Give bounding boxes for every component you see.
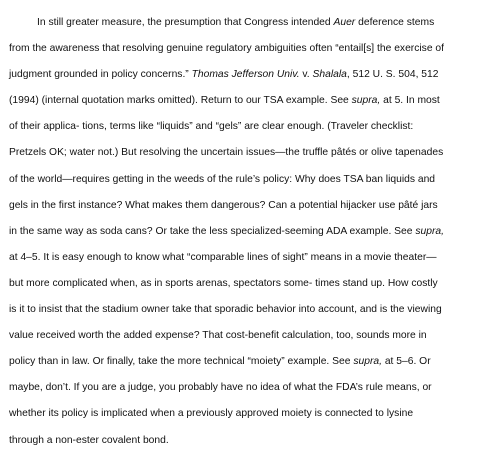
text-run: Pretzels OK; water not.) But resolving the uncertain issues—the truffle pâtés or olive tapenades bbox=[9, 147, 444, 159]
text-run: at 5–6. Or bbox=[381, 356, 431, 368]
text-line bbox=[9, 349, 469, 375]
text-run: v. bbox=[299, 69, 313, 81]
text-run: through a non-ester covalent bond. bbox=[9, 434, 169, 446]
text-run: of the world—requires getting in the weeds of the rule’s policy: Why does TSA ban liquids and bbox=[9, 173, 436, 185]
text-run: from the awareness that resolving genuine regulatory ambiguities often “entail[s] the exercise of bbox=[9, 43, 444, 55]
text-line bbox=[9, 219, 469, 245]
text-run: value received worth the added expense? That cost-benefit calculation, too, sounds more in bbox=[9, 330, 427, 342]
text-run: but more complicated when, as in sports arenas, spectators some- times stand up. How costly bbox=[9, 277, 438, 289]
text-line bbox=[9, 88, 469, 114]
text-run: is it to insist that the stadium owner take that sporadic behavior into account, and is the viewing bbox=[9, 304, 442, 316]
italic-text-run: Shalala bbox=[312, 69, 347, 81]
text-line bbox=[9, 193, 469, 219]
text-line bbox=[9, 62, 469, 88]
text-run: gels in the first instance? What makes them dangerous? Can a potential hijacker use pâté jars bbox=[9, 199, 438, 211]
text-run: of their applica- tions, terms like “liquids” and “gels” are clear enough. (Traveler checklist: bbox=[9, 121, 414, 133]
text-line bbox=[9, 10, 469, 36]
text-run: judgment grounded in policy concerns.” bbox=[9, 69, 192, 81]
italic-text-run: Thomas Jefferson Univ. bbox=[191, 69, 300, 81]
text-run: in the same way as soda cans? Or take the less specialized-seeming ADA example. See bbox=[9, 225, 416, 237]
text-run: (1994) (internal quotation marks omitted). Return to our TSA example. See bbox=[9, 95, 352, 107]
text-line bbox=[9, 167, 469, 193]
text-line bbox=[9, 245, 469, 271]
text-line bbox=[9, 323, 469, 349]
italic-text-run: supra, bbox=[415, 225, 444, 237]
text-run: at 4–5. It is easy enough to know what “comparable lines of sight” means in a movie theater— bbox=[9, 251, 437, 263]
text-line bbox=[9, 36, 469, 62]
text-line bbox=[9, 297, 469, 323]
italic-text-run: supra, bbox=[353, 356, 382, 368]
text-run: , 512 U. S. 504, 512 bbox=[346, 69, 439, 81]
text-line bbox=[9, 271, 469, 297]
italic-text-run: supra, bbox=[351, 95, 381, 107]
text-line bbox=[9, 375, 469, 401]
text-line bbox=[9, 401, 469, 427]
text-run: deference stems bbox=[355, 17, 435, 28]
italic-text-run: Auer bbox=[333, 17, 356, 28]
text-run: policy than in law. Or finally, take the more technical “moiety” example. See bbox=[9, 356, 354, 368]
text-run: maybe, don’t. If you are a judge, you probably have no idea of what the FDA’s rule means, or bbox=[9, 382, 432, 394]
text-line bbox=[9, 114, 469, 140]
text-run: In still greater measure, the presumption that Congress intended bbox=[37, 17, 334, 28]
text-line bbox=[9, 428, 469, 454]
text-line bbox=[9, 140, 469, 166]
text-run: whether its policy is implicated when a previously approved moiety is connected to lysine bbox=[9, 408, 414, 420]
body-paragraph bbox=[9, 10, 469, 454]
text-run: at 5. In most bbox=[380, 95, 440, 107]
